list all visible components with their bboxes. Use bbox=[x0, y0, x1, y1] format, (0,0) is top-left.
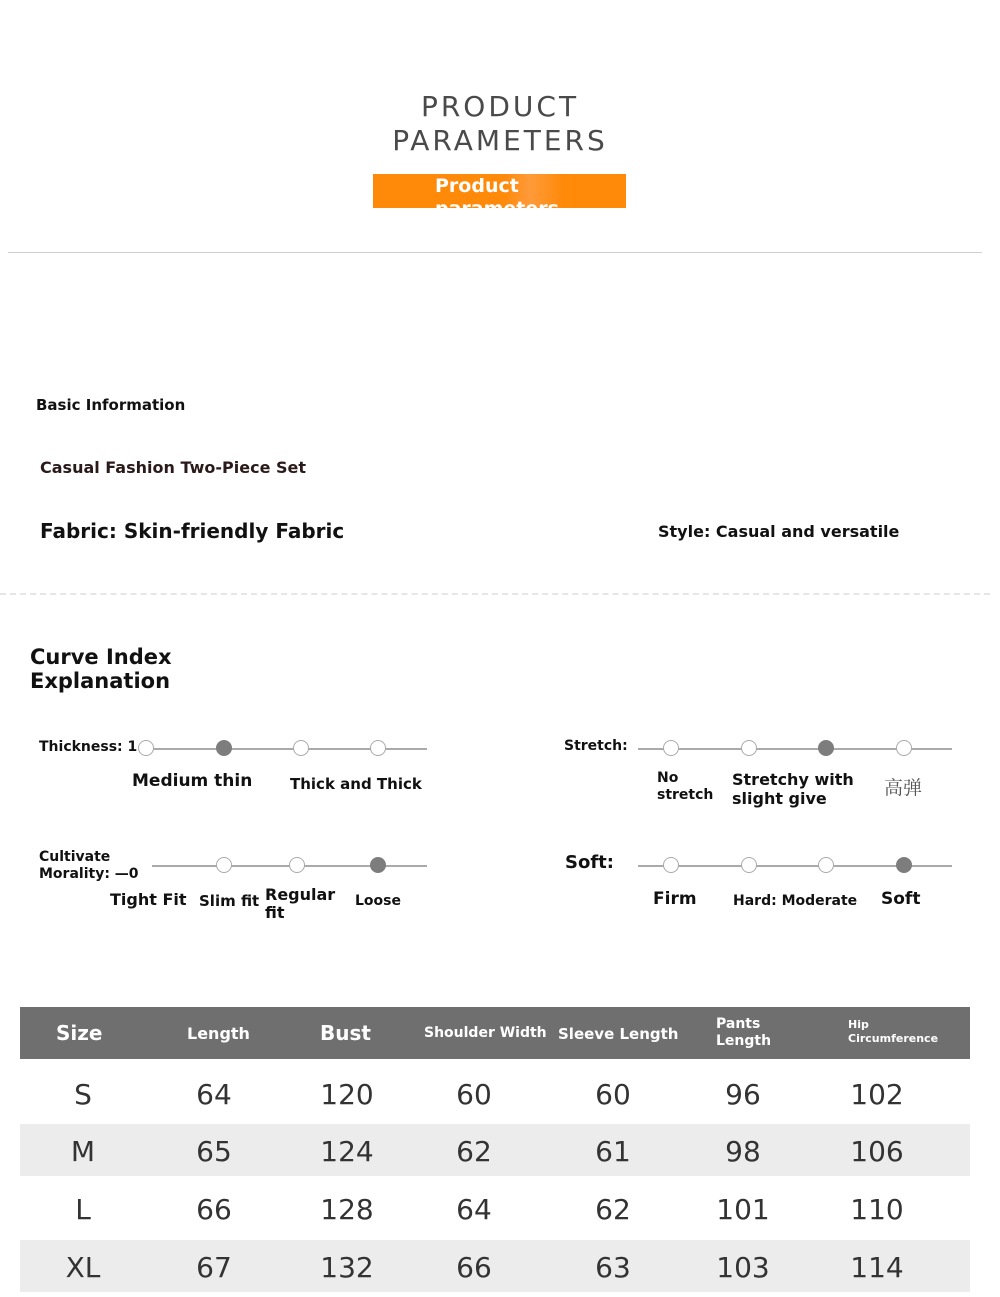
table-cell: 103 bbox=[716, 1251, 770, 1284]
product-name: Casual Fashion Two-Piece Set bbox=[40, 458, 307, 477]
fit-option-slim: Slim fit bbox=[199, 892, 260, 910]
table-cell: 64 bbox=[456, 1193, 492, 1226]
thickness-dot-2 bbox=[216, 740, 232, 756]
table-cell: 62 bbox=[456, 1135, 492, 1168]
thickness-dot-1 bbox=[138, 740, 154, 756]
soft-option-moderate: Hard: Moderate bbox=[733, 893, 858, 909]
fit-dot-1 bbox=[216, 857, 232, 873]
section-divider bbox=[0, 593, 990, 595]
fabric-info: Fabric: Skin-friendly Fabric bbox=[40, 519, 345, 543]
header-sleeve-length: Sleeve Length bbox=[558, 1025, 679, 1043]
table-cell: 98 bbox=[725, 1135, 761, 1168]
soft-option-soft: Soft bbox=[881, 889, 921, 909]
thickness-option-medium-thin: Medium thin bbox=[132, 771, 253, 791]
fit-dot-3 bbox=[370, 857, 386, 873]
thickness-option-thick: Thick and Thick bbox=[290, 775, 422, 793]
table-cell: 65 bbox=[196, 1135, 232, 1168]
header-size: Size bbox=[56, 1021, 103, 1045]
soft-dot-3 bbox=[818, 857, 834, 873]
header-divider bbox=[8, 252, 982, 253]
stretch-label: Stretch: bbox=[564, 738, 628, 754]
fit-option-tight: Tight Fit bbox=[110, 890, 187, 909]
stretch-dot-3 bbox=[818, 740, 834, 756]
table-cell: 96 bbox=[725, 1078, 761, 1111]
header-pants-length: Pants Length bbox=[716, 1016, 772, 1049]
table-cell: M bbox=[70, 1135, 96, 1168]
header-hip-circumference: Hip Circumference bbox=[848, 1018, 939, 1045]
table-cell: 128 bbox=[320, 1193, 374, 1226]
stretch-option-slight: Stretchy with slight give bbox=[732, 770, 854, 808]
thickness-dot-3 bbox=[293, 740, 309, 756]
table-cell: 110 bbox=[850, 1193, 904, 1226]
header-bust: Bust bbox=[320, 1021, 371, 1045]
header-shoulder-width: Shoulder Width bbox=[424, 1025, 547, 1041]
table-cell: 63 bbox=[595, 1251, 631, 1284]
table-cell: 102 bbox=[850, 1078, 904, 1111]
table-cell: 61 bbox=[595, 1135, 631, 1168]
table-cell: 62 bbox=[595, 1193, 631, 1226]
style-info: Style: Casual and versatile bbox=[658, 522, 900, 541]
soft-dot-4 bbox=[896, 857, 912, 873]
fit-option-loose: Loose bbox=[355, 893, 401, 909]
soft-label: Soft: bbox=[565, 852, 614, 873]
table-cell: 114 bbox=[850, 1251, 904, 1284]
basic-info-heading: Basic Information bbox=[36, 396, 186, 414]
table-cell: 66 bbox=[196, 1193, 232, 1226]
fit-label: Cultivate Morality: —0 bbox=[39, 849, 139, 882]
page-title-line-1: PRODUCT bbox=[420, 90, 580, 123]
section-badge-label: Product parameters bbox=[435, 175, 559, 220]
table-cell: XL bbox=[65, 1251, 101, 1284]
table-cell: S bbox=[74, 1078, 92, 1111]
stretch-dot-2 bbox=[741, 740, 757, 756]
section-badge bbox=[373, 174, 626, 220]
stretch-option-high: 高弹 bbox=[884, 777, 923, 799]
table-cell: 120 bbox=[320, 1078, 374, 1111]
table-cell: L bbox=[75, 1193, 91, 1226]
page-title-line-2: PARAMETERS bbox=[392, 124, 608, 157]
stretch-dot-4 bbox=[896, 740, 912, 756]
table-cell: 132 bbox=[320, 1251, 374, 1284]
stretch-option-none: No stretch bbox=[657, 770, 714, 803]
curve-index-title: Curve Index Explanation bbox=[30, 645, 172, 693]
table-cell: 67 bbox=[196, 1251, 232, 1284]
table-cell: 60 bbox=[456, 1078, 492, 1111]
table-cell: 66 bbox=[456, 1251, 492, 1284]
table-cell: 64 bbox=[196, 1078, 232, 1111]
thickness-dot-4 bbox=[370, 740, 386, 756]
fit-dot-2 bbox=[289, 857, 305, 873]
table-cell: 106 bbox=[850, 1135, 904, 1168]
table-cell: 60 bbox=[595, 1078, 631, 1111]
header-length: Length bbox=[187, 1024, 250, 1043]
stretch-dot-1 bbox=[663, 740, 679, 756]
soft-option-firm: Firm bbox=[653, 889, 697, 909]
thickness-label: Thickness: 1 bbox=[39, 739, 138, 755]
soft-dot-2 bbox=[741, 857, 757, 873]
table-cell: 124 bbox=[320, 1135, 374, 1168]
soft-dot-1 bbox=[663, 857, 679, 873]
fit-option-regular: Regular fit bbox=[265, 885, 336, 922]
table-cell: 101 bbox=[716, 1193, 770, 1226]
